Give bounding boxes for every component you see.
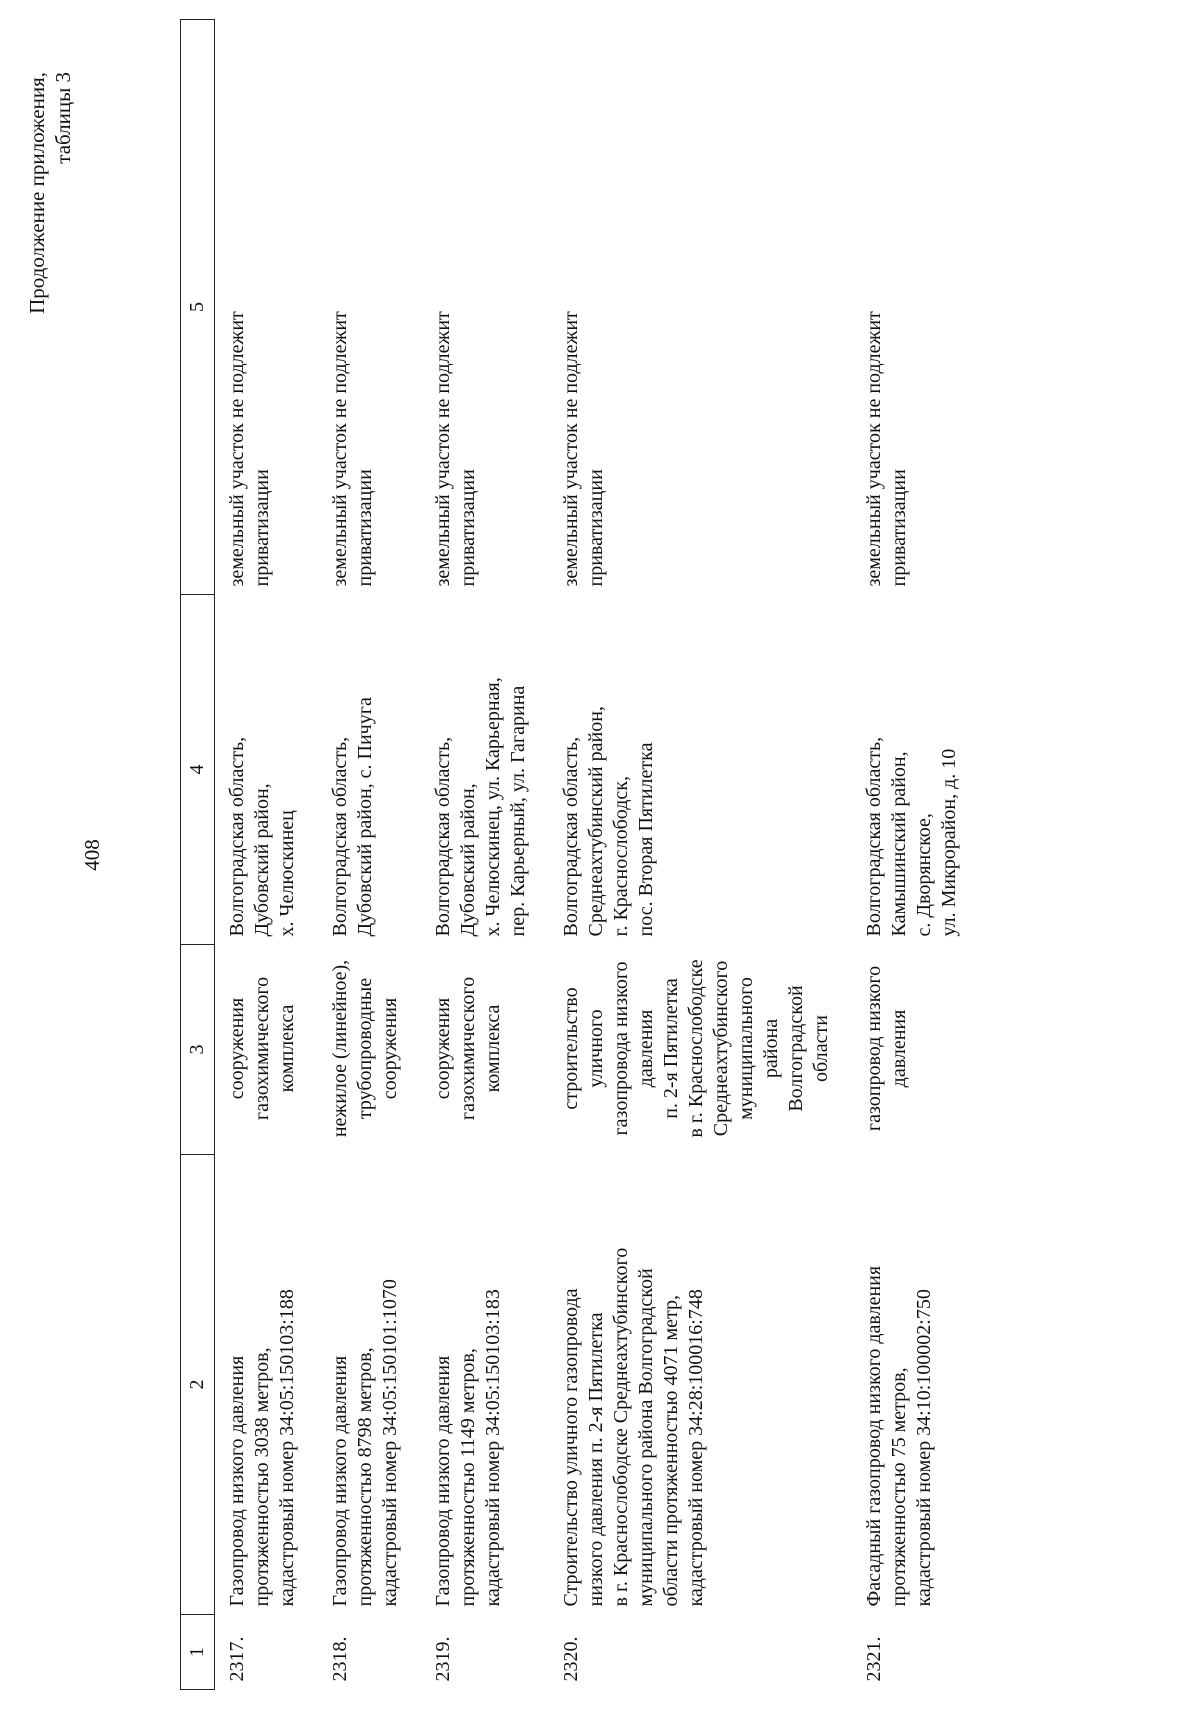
object-purpose: сооружения газохимического комплекса (226, 976, 298, 1121)
table-row (318, 20, 421, 1690)
object-description: Фасадный газопровод низкого давления протяженностью 75 метров, кадастровый номер 34:10:100002:750 (863, 1265, 935, 1607)
column-header-4: 4 (181, 595, 215, 945)
caption-line-2: таблицы 3 (51, 72, 75, 164)
object-address: Волгоградская область, Среднеахтубинский район, г. Краснослободск, пос. Вторая Пятилетка (560, 706, 657, 937)
object-description: Газопровод низкого давления протяженностью 3038 метров, кадастровый номер 34:05:150103:188 (226, 1289, 298, 1607)
object-note: земельный участок не подлежит приватизации (329, 311, 376, 587)
object-note: земельный участок не подлежит приватизации (432, 311, 479, 587)
table-row (215, 20, 319, 1690)
table-row (549, 20, 852, 1690)
column-header-3: 3 (181, 945, 215, 1155)
column-header-5: 5 (181, 20, 215, 595)
object-address: Волгоградская область, Дубовский район, с. Пичуга (329, 697, 376, 937)
object-purpose: сооружения газохимического комплекса (432, 976, 504, 1121)
object-address: Волгоградская область, Дубовский район, х. Челюскинец (226, 736, 298, 937)
row-number: 2319. (432, 1636, 454, 1682)
caption-line-1: Продолжение приложения, (25, 72, 49, 314)
page-number: 408 (80, 839, 104, 871)
object-description: Газопровод низкого давления протяженностью 8798 метров, кадастровый номер 34:05:150101:1070 (329, 1279, 401, 1607)
row-number: 2318. (329, 1636, 351, 1682)
column-header-1: 1 (181, 1615, 215, 1690)
row-number: 2317. (226, 1636, 248, 1682)
object-note: земельный участок не подлежит приватизации (560, 311, 607, 587)
column-header-2: 2 (181, 1155, 215, 1615)
object-note: земельный участок не подлежит приватизации (863, 311, 910, 587)
table-row (852, 20, 980, 1690)
registry-table (180, 19, 980, 1690)
table-caption (24, 72, 76, 472)
header-row (181, 20, 215, 1690)
row-number: 2320. (560, 1636, 582, 1682)
object-purpose: строительство уличного газопровода низкого давления п. 2-я Пятилетка в г. Краснослободске Среднеахтубинского муниципального района Волгоградской области (560, 959, 832, 1138)
object-address: Волгоградская область, Камышинский район, с. Дворянское, ул. Микрорайон, д. 10 (863, 736, 960, 937)
object-purpose: газопровод низкого давления (863, 965, 910, 1132)
object-note: земельный участок не подлежит приватизации (226, 311, 273, 587)
object-purpose: нежилое (линейное), трубопроводные сооружения (329, 959, 401, 1138)
table-row (421, 20, 549, 1690)
row-number: 2321. (863, 1636, 885, 1682)
object-address: Волгоградская область, Дубовский район, х. Челюскинец, ул. Карьерная, пер. Карьерный, ул. Гагарина (432, 677, 529, 937)
object-description: Строительство уличного газопровода низкого давления п. 2-я Пятилетка в г. Краснослободске Среднеахтубинского муниципального района Волгоградской области протяженностью 4071 метр, кадастровый номер 34:28:100016:748 (560, 1247, 707, 1607)
object-description: Газопровод низкого давления протяженностью 1149 метров, кадастровый номер 34:05:150103:183 (432, 1289, 504, 1607)
